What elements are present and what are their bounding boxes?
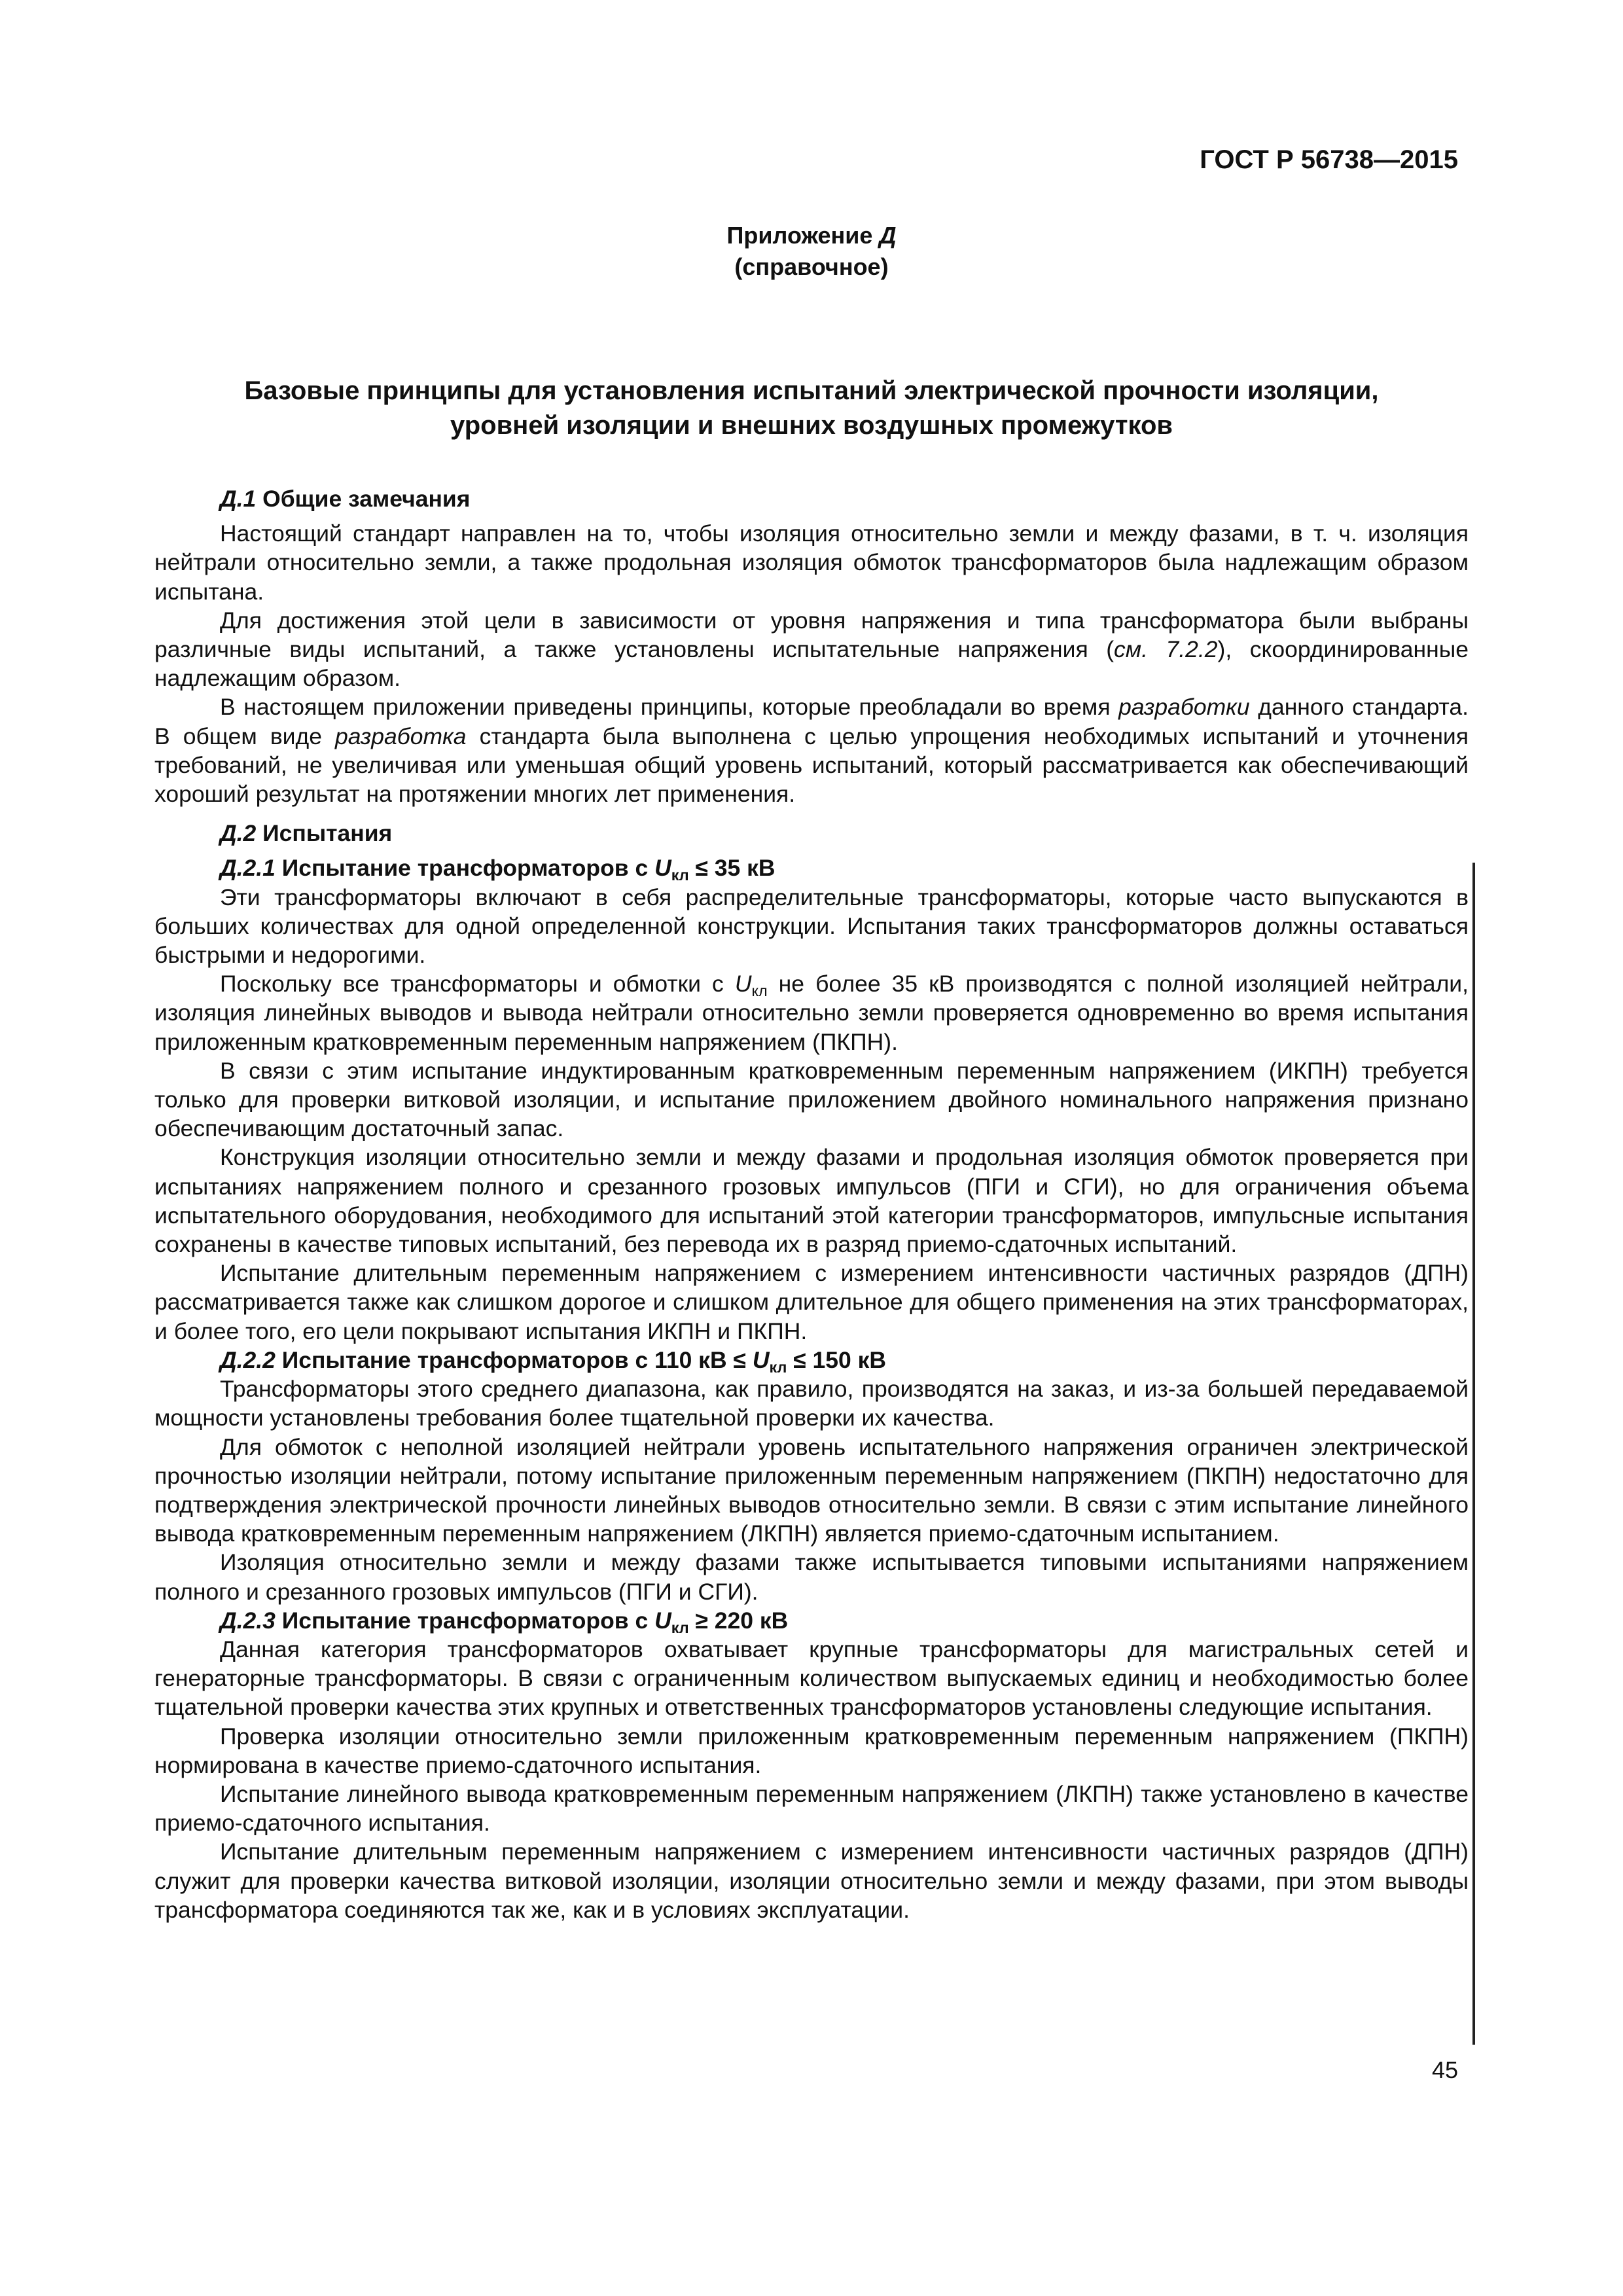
- paragraph: Для достижения этой цели в зависимости от уровня напряжения и типа трансформатора были выбраны различные виды испытаний, а также установлены испытательные напряжения (см. 7.2.2), скоординированные надлежащим образом.: [154, 607, 1469, 692]
- annex-label: Приложение Д: [726, 222, 897, 249]
- paragraph: Настоящий стандарт направлен на то, чтобы изоляция относительно земли и между фазами, в т. ч. изоляция нейтрали относительно земли, а также продольная изоляция обмоток трансформаторов была надлежащим образом испытана.: [154, 520, 1469, 605]
- paragraph: Трансформаторы этого среднего диапазона, как правило, производятся на заказ, и из-за большей передаваемой мощности установлены требования более тщательной проверки их качества.: [154, 1376, 1469, 1431]
- annex-letter: Д: [879, 222, 897, 249]
- document-body: [154, 484, 1469, 1924]
- subsection-heading-d22: Д.2.2 Испытание трансформаторов с 110 кВ ≤ $U_{кл} \le 150$ кВ: [220, 1346, 887, 1376]
- section-heading-d2: Д.2 Испытания: [220, 820, 393, 847]
- paragraph: Конструкция изоляции относительно земли и между фазами и продольная изоляция обмоток проверяется при испытаниях напряжением полного и срезанного грозовых импульсов (ПГИ и СГИ), но для ограничения объема испытательного оборудования, необходимого для испытаний этой категории трансформаторов, импульсные испытания сохранены в качестве типовых испытаний, без перевода их в разряд приемо-сдаточных испытаний.: [154, 1144, 1469, 1258]
- paragraph: Испытание длительным переменным напряжением с измерением интенсивности частичных разрядов (ДПН) рассматривается также как слишком дорогое и слишком длительное для общего применения на этих трансформаторах, и более того, его цели покрывают испытания ИКПН и ПКПН.: [154, 1260, 1469, 1344]
- paragraph: Испытание линейного вывода кратковременным переменным напряжением (ЛКПН) также установлено в качестве приемо-сдаточного испытания.: [154, 1780, 1469, 1837]
- standard-number: ГОСТ Р 56738—2015: [1200, 145, 1458, 174]
- subsection-heading-d23: Д.2.3 Испытание трансформаторов с $U_{кл} \ge 220$ кВ: [220, 1607, 789, 1636]
- paragraph: Поскольку все трансформаторы и обмотки с $U_{кл}$ не более 35 кВ производятся с полной изоляцией нейтрали, изоляция линейных выводов и вывода нейтрали относительно земли проверяется одновременно во время испытания приложенным кратковременным переменным напряжением (ПКПН).: [154, 971, 1469, 1055]
- revision-bar: [1472, 863, 1475, 2045]
- title-line-2: уровней изоляции и внешних воздушных промежутков: [450, 411, 1173, 440]
- paragraph: В связи с этим испытание индуктированным кратковременным переменным напряжением (ИКПН) требуется только для проверки витковой изоляции, и испытание приложением двойного номинального напряжения признано обеспечивающим достаточный запас.: [154, 1057, 1469, 1142]
- paragraph: Изоляция относительно земли и между фазами также испытывается типовыми испытаниями напряжением полного и срезанного грозовых импульсов (ПГИ и СГИ).: [154, 1549, 1469, 1605]
- paragraph: Проверка изоляции относительно земли приложенным кратковременным переменным напряжением (ПКПН) нормирована в качестве приемо-сдаточного испытания.: [154, 1723, 1469, 1778]
- cross-reference: см. 7.2.2: [1114, 636, 1218, 663]
- paragraph: Испытание длительным переменным напряжением с измерением интенсивности частичных разрядов (ДПН) служит для проверки качества витковой изоляции, изоляции относительно земли и между фазами, при этом выводы трансформатора соединяются так же, как и в условиях эксплуатации.: [154, 1839, 1469, 1923]
- paragraph: Данная категория трансформаторов охватывает крупные трансформаторы для магистральных сетей и генераторные трансформаторы. В связи с ограниченным количеством выпускаемых единиц и необходимостью более тщательной проверки качества этих крупных и ответственных трансформаторов установлены следующие испытания.: [154, 1636, 1469, 1721]
- subsection-heading-d21: Д.2.1 Испытание трансформаторов с $U_{кл} \le 35$ кВ: [220, 855, 776, 884]
- paragraph: В настоящем приложении приведены принципы, которые преобладали во время разработки данного стандарта. В общем виде разработка стандарта была выполнена с целью упрощения необходимых испытаний и уточнения требований, не увеличивая или уменьшая общий уровень испытаний, который рассматривается как обеспечивающий хороший результат на протяжении многих лет применения.: [154, 694, 1469, 808]
- page-number: 45: [1431, 2056, 1458, 2083]
- paragraph: Для обмоток с неполной изоляцией нейтрали уровень испытательного напряжения ограничен электрической прочностью изоляции нейтрали, потому испытание приложенным переменным напряжением (ПКПН) недостаточно для подтверждения электрической прочности линейных выводов относительно земли. В связи с этим испытание линейного вывода кратковременным переменным напряжением (ЛКПН) является приемо-сдаточным испытанием.: [154, 1433, 1469, 1547]
- document-title: [196, 374, 1427, 443]
- annex-type: (справочное): [734, 253, 889, 280]
- paragraph: Эти трансформаторы включают в себя распределительные трансформаторы, которые часто выпускаются в больших количествах для одной определенной конструкции. Испытания таких трансформаторов должны оставаться быстрыми и недорогими.: [154, 884, 1469, 969]
- section-heading-d1: Д.1 Общие замечания: [220, 486, 471, 512]
- annex-heading: [0, 220, 1623, 283]
- title-line-1: Базовые принципы для установления испытаний электрической прочности изоляции,: [244, 376, 1379, 405]
